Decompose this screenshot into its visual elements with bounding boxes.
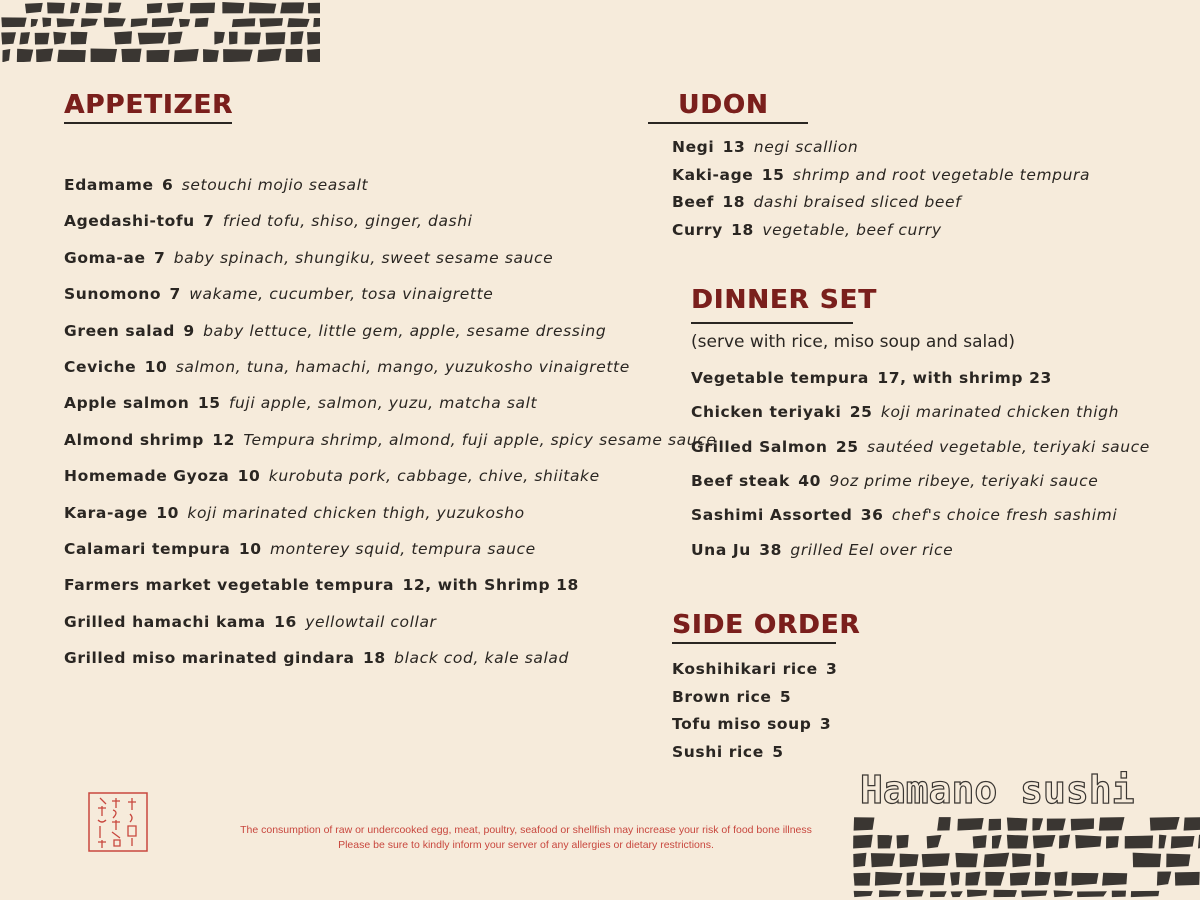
- brand-name: Hamano sushi: [860, 768, 1135, 812]
- menu-item-price: 3: [819, 715, 832, 733]
- menu-item-name: Sashimi Assorted: [691, 506, 853, 525]
- section-title-udon: UDON: [678, 90, 769, 120]
- menu-item: [672, 221, 942, 239]
- menu-item-name: Almond shrimp: [64, 430, 204, 449]
- menu-item-price: 12, with Shrimp 18: [402, 576, 579, 595]
- menu-item-description: fried tofu, shiso, ginger, dashi: [222, 212, 473, 231]
- menu-item-name: Chicken teriyaki: [691, 403, 842, 422]
- menu-item: [64, 394, 537, 412]
- section-underline: [691, 322, 853, 324]
- disclaimer-line: Please be sure to kindly inform your server of any allergies or dietary restrictions.: [338, 839, 714, 851]
- menu-item-name: Grilled Salmon: [691, 437, 828, 456]
- menu-item-description: dashi braised sliced beef: [753, 193, 962, 211]
- menu-item-description: vegetable, beef curry: [762, 220, 942, 239]
- menu-item-description: Tempura shrimp, almond, fuji apple, spicy sesame sauce: [243, 430, 717, 449]
- menu-item-name: Tofu miso soup: [672, 715, 812, 733]
- menu-item-name: Brown rice: [672, 687, 772, 706]
- menu-item: [672, 743, 784, 761]
- menu-item-price: 13: [722, 138, 746, 156]
- menu-item: [64, 431, 716, 449]
- menu-item-price: 38: [759, 540, 783, 559]
- menu-item-name: Ceviche: [64, 358, 137, 376]
- menu-item: [691, 369, 1052, 387]
- menu-item-price: 18: [362, 649, 386, 668]
- menu-item-description: fuji apple, salmon, yuzu, matcha salt: [228, 394, 538, 413]
- menu-item: [691, 472, 1098, 490]
- menu-item-name: Sushi rice: [672, 742, 764, 761]
- menu-item-price: 5: [772, 742, 784, 761]
- menu-item: [691, 541, 953, 559]
- menu-item: [64, 249, 553, 267]
- menu-item-description: yellowtail collar: [305, 612, 437, 631]
- menu-item-description: 9oz prime ribeye, teriyaki sauce: [829, 471, 1099, 490]
- menu-item-name: Beef: [672, 193, 714, 211]
- menu-item-price: 10: [144, 358, 168, 376]
- menu-item-price: 6: [161, 176, 174, 194]
- menu-item-description: monterey squid, tempura sauce: [269, 540, 536, 558]
- menu-item-price: 10: [237, 467, 261, 486]
- menu-item-description: baby lettuce, little gem, apple, sesame dressing: [203, 321, 607, 340]
- menu-item-price: 16: [274, 612, 297, 631]
- menu-item-name: Grilled miso marinated gindara: [64, 649, 355, 668]
- menu-item-description: wakame, cucumber, tosa vinaigrette: [189, 285, 494, 304]
- menu-item-name: Agedashi-tofu: [64, 212, 195, 231]
- menu-item: [672, 660, 837, 678]
- menu-item-name: Calamari tempura: [64, 540, 231, 558]
- menu-item: [691, 403, 1119, 421]
- menu-item-name: Kara-age: [64, 503, 148, 522]
- menu-item-description: koji marinated chicken thigh, yuzukosho: [187, 503, 525, 522]
- menu-item-price: 9: [183, 321, 195, 340]
- menu-item-name: Vegetable tempura: [691, 369, 869, 387]
- menu-item-name: Edamame: [64, 176, 154, 194]
- menu-item-price: 7: [203, 212, 215, 231]
- dinner-set-note: (serve with rice, miso soup and salad): [691, 332, 1016, 352]
- menu-item-name: Goma-ae: [64, 248, 146, 267]
- menu-item-description: salmon, tuna, hamachi, mango, yuzukosho vinaigrette: [175, 358, 630, 376]
- section-title-side-order: SIDE ORDER: [672, 610, 861, 640]
- menu-item-price: 3: [826, 660, 838, 678]
- menu-item-name: Homemade Gyoza: [64, 467, 230, 486]
- allergy-disclaimer: [196, 823, 856, 853]
- menu-item: [64, 504, 525, 522]
- menu-item: [672, 138, 858, 156]
- menu-item-name: Beef steak: [691, 471, 790, 490]
- menu-item-price: 40: [798, 471, 822, 490]
- menu-item-price: 17, with shrimp 23: [877, 369, 1052, 387]
- menu-item-price: 25: [849, 403, 873, 422]
- menu-item-name: Farmers market vegetable tempura: [64, 576, 395, 595]
- disclaimer-line: The consumption of raw or undercooked egg, meat, poultry, seafood or shellfish may increase your risk of food bone illness: [240, 824, 812, 836]
- menu-item: [64, 322, 606, 340]
- menu-item-description: baby spinach, shungiku, sweet sesame sauce: [173, 248, 554, 267]
- mosaic-decoration-top-left: [0, 0, 320, 62]
- menu-item-description: negi scallion: [753, 138, 859, 156]
- menu-item: [672, 193, 961, 211]
- menu-item: [64, 576, 579, 594]
- menu-item-name: Grilled hamachi kama: [64, 612, 266, 631]
- menu-item: [64, 358, 630, 376]
- menu-item-description: shrimp and root vegetable tempura: [792, 165, 1091, 184]
- menu-item-description: grilled Eel over rice: [790, 540, 954, 559]
- menu-item-price: 10: [238, 540, 262, 558]
- menu-item-price: 36: [860, 506, 884, 525]
- menu-item-name: Kaki-age: [672, 165, 754, 184]
- menu-item: [672, 715, 831, 733]
- section-title-dinner-set: DINNER SET: [691, 285, 877, 315]
- menu-item: [64, 649, 569, 667]
- restaurant-seal-stamp: [88, 792, 148, 852]
- menu-item: [64, 540, 536, 558]
- menu-item-description: kurobuta pork, cabbage, chive, shiitake: [268, 467, 600, 486]
- menu-item: [672, 688, 791, 706]
- menu-item-name: Negi: [672, 138, 715, 156]
- menu-item: [691, 506, 1117, 524]
- menu-item-price: 7: [169, 285, 181, 304]
- section-title-appetizer: APPETIZER: [64, 90, 234, 120]
- menu-item-description: sautéed vegetable, teriyaki sauce: [866, 437, 1150, 456]
- section-underline: [648, 122, 808, 124]
- menu-item: [691, 438, 1150, 456]
- menu-item-description: setouchi mojio seasalt: [181, 176, 369, 194]
- menu-item-price: 5: [779, 687, 792, 706]
- menu-item-price: 18: [722, 193, 746, 211]
- menu-item-price: 25: [835, 437, 859, 456]
- menu-item: [64, 467, 600, 485]
- menu-item-price: 15: [197, 394, 221, 413]
- menu-item-price: 15: [761, 165, 785, 184]
- menu-item: [64, 176, 368, 194]
- menu-item-description: chef's choice fresh sashimi: [891, 506, 1118, 525]
- menu-item-name: Una Ju: [691, 540, 751, 559]
- menu-item: [64, 212, 473, 230]
- menu-item-price: 10: [156, 503, 180, 522]
- menu-item-price: 12: [212, 430, 236, 449]
- section-underline: [64, 122, 232, 124]
- menu-item-price: 18: [731, 220, 754, 239]
- menu-item-description: black cod, kale salad: [394, 649, 569, 668]
- menu-item: [672, 166, 1090, 184]
- menu-item-name: Sunomono: [64, 285, 162, 304]
- menu-item: [64, 285, 493, 303]
- menu-item-description: koji marinated chicken thigh: [880, 403, 1120, 422]
- menu-item: [64, 613, 437, 631]
- menu-item-name: Curry: [672, 220, 723, 239]
- menu-item-price: 7: [153, 248, 166, 267]
- menu-item-name: Apple salmon: [64, 394, 190, 413]
- section-underline: [672, 642, 836, 644]
- menu-item-name: Koshihikari rice: [672, 660, 818, 678]
- mosaic-decoration-bottom-right: [852, 815, 1200, 900]
- menu-item-name: Green salad: [64, 321, 175, 340]
